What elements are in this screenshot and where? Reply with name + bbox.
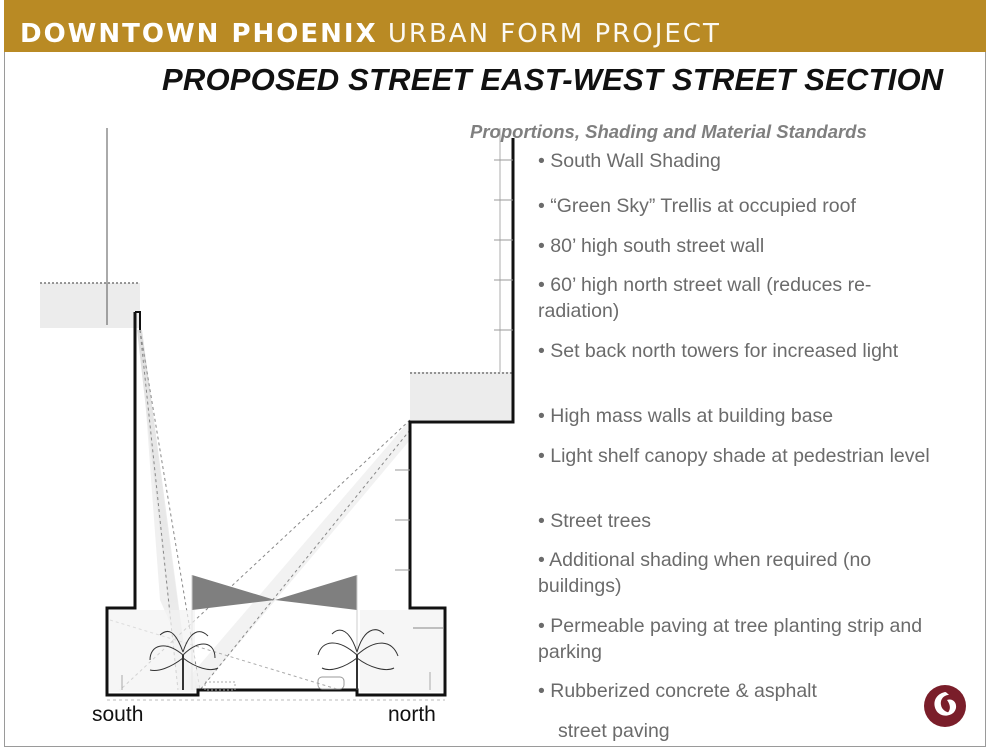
bullet-text: High mass walls at building base xyxy=(550,405,834,427)
bullet-text: Street trees xyxy=(550,510,652,532)
list-item xyxy=(538,508,938,534)
bullet-text: 80’ high south street wall xyxy=(550,235,765,257)
list-item xyxy=(538,613,938,665)
banner-title-bold: DOWNTOWN PHOENIX xyxy=(20,19,378,49)
bullet-marker: • xyxy=(538,445,545,467)
list-item xyxy=(538,272,938,324)
list-item xyxy=(538,403,938,429)
bullet-text: Light shelf canopy shade at pedestrian level xyxy=(550,445,930,467)
north-roof-terrace xyxy=(410,372,513,420)
banner-title-light: URBAN FORM PROJECT xyxy=(387,19,721,49)
bullet-marker: • xyxy=(538,274,545,296)
slide-title: PROPOSED STREET EAST-WEST STREET SECTION xyxy=(162,62,944,97)
list-item xyxy=(538,547,938,599)
bullet-text: street paving xyxy=(558,720,670,742)
bullet-marker: • xyxy=(538,150,545,172)
list-item xyxy=(538,148,938,174)
list-item xyxy=(538,193,938,219)
bullet-marker: • xyxy=(538,195,545,217)
bullet-text: Permeable paving at tree planting strip and parking xyxy=(538,615,923,663)
list-item xyxy=(538,678,938,704)
list-item xyxy=(538,718,958,744)
bullet-marker: • xyxy=(538,405,545,427)
bullet-text: “Green Sky” Trellis at occupied roof xyxy=(550,195,856,217)
list-item xyxy=(538,338,938,364)
list-item xyxy=(538,233,938,259)
north-tower-floor-ticks xyxy=(395,160,513,570)
south-label: south xyxy=(92,703,144,726)
bullet-marker: • xyxy=(538,680,545,702)
list-item xyxy=(538,443,938,469)
bullet-marker: • xyxy=(538,615,545,637)
bullet-text: Additional shading when required (no buildings) xyxy=(538,549,872,597)
bullet-text: 60’ high north street wall (reduces re-radiation) xyxy=(538,274,872,322)
phoenix-bird-icon xyxy=(920,680,970,730)
south-roof-terrace xyxy=(40,283,140,328)
bullet-text: Set back north towers for increased light xyxy=(550,340,899,362)
bullet-marker: • xyxy=(538,510,545,532)
slide-subtitle: Proportions, Shading and Material Standards xyxy=(470,121,867,142)
north-label: north xyxy=(388,703,436,726)
bullet-text: South Wall Shading xyxy=(550,150,721,172)
bullet-marker: • xyxy=(538,235,545,257)
bullet-marker: • xyxy=(538,549,545,571)
bullet-marker: • xyxy=(538,340,545,362)
bullet-text: Rubberized concrete & asphalt xyxy=(550,680,817,702)
